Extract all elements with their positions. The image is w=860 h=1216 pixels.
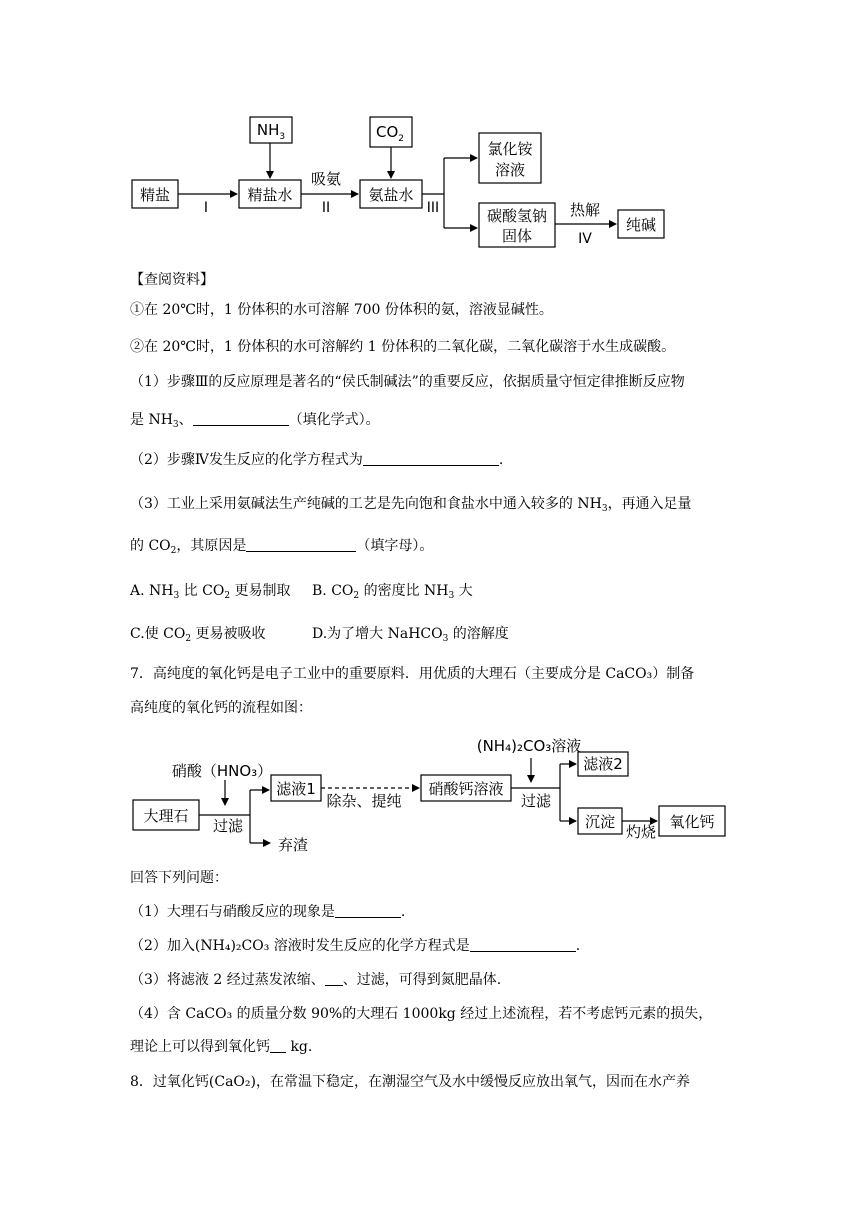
label-lvye1: 滤液1 (276, 780, 316, 798)
question-7-4-line-a: （4）含 CaCO₃ 的质量分数 90%的大理石 1000kg 经过上述流程，若不考虑钙元素的损失， (130, 1006, 713, 1022)
label-xiaosuangai: 硝酸钙溶液 (428, 780, 504, 798)
label-lvye2: 滤液2 (583, 755, 623, 773)
label-guolv1: 过滤 (212, 817, 244, 835)
option-b: B. $CO_2$ 的密度比 $NH_3$ 大 (312, 583, 473, 601)
answer-blank-1[interactable] (193, 411, 289, 426)
question-7-4-line-b: 理论上可以得到氧化钙 kg. (130, 1039, 313, 1055)
question-8: 8．过氧化钙(CaO₂)，在常温下稳定，在潮湿空气及水中缓慢反应放出氧气，因而在水产养 (130, 1074, 690, 1090)
label-chendian: 沉淀 (584, 813, 616, 831)
label-nh4co3: (NH₄)₂CO₃溶液 (476, 737, 582, 755)
label-xiaosuan: 硝酸（HNO₃） (171, 762, 273, 780)
question-1-line-b: 是 $NH_3$、 （填化学式）。 (130, 412, 380, 430)
label-chuza: 除杂、提纯 (326, 792, 402, 810)
answer-blank-7-2[interactable] (470, 937, 576, 952)
label-nh3: $NH_3$ (256, 121, 286, 142)
step-2: II (321, 200, 331, 216)
question-7-line-a: 7．高纯度的氧化钙是电子工业中的重要原料．用优质的大理石（主要成分是 CaCO₃）制备 (130, 666, 695, 682)
question-7-2: （2）加入(NH₄)₂CO₃ 溶液时发生反应的化学方程式是 . (130, 938, 581, 954)
answer-blank-3[interactable] (246, 537, 356, 552)
question-1-line-a: （1）步骤Ⅲ的反应原理是著名的“侯氏制碱法”的重要反应，依据质量守恒定律推断反应物 (130, 374, 685, 390)
question-3-line-a: （3）工业上采用氨碱法生产纯碱的工艺是先向饱和食盐水中通入较多的 $NH_3$，再通入足量 (130, 496, 692, 514)
step-3: III (426, 200, 440, 216)
label-dalishi: 大理石 (143, 807, 189, 825)
question-7-1: （1）大理石与硝酸反应的现象是 . (130, 904, 406, 920)
label-lvhuaan-2: 溶液 (494, 161, 526, 179)
label-zhuoshao: 灼烧 (625, 823, 657, 841)
label-anyanshui: 氨盐水 (368, 186, 414, 204)
info-1: ①在 20℃时，1 份体积的水可溶解 700 份体积的氨，溶液显碱性。 (130, 302, 553, 318)
question-7-3: （3）将滤液 2 经过蒸发浓缩、 、过滤，可得到氮肥晶体. (130, 972, 502, 988)
soda-process-diagram (0, 0, 860, 260)
label-guolv2: 过滤 (520, 792, 552, 810)
question-7-line-b: 高纯度的氧化钙的流程如图： (130, 700, 312, 716)
label-co2: $CO_2$ (375, 123, 405, 144)
label-chunjian: 纯碱 (625, 216, 657, 234)
step-4: IV (578, 231, 592, 247)
heading-reference: 【查阅资料】 (130, 272, 214, 288)
option-c: C.使 $CO_2$ 更易被吸收 (130, 626, 266, 644)
label-tansuan-1: 碳酸氢钠 (486, 207, 548, 225)
option-d: D.为了增大 NaHCO$_3$ 的溶解度 (312, 626, 509, 644)
answer-intro: 回答下列问题： (130, 870, 228, 886)
label-rejie: 热解 (569, 201, 601, 219)
label-jingyan: 精盐 (139, 186, 171, 204)
answer-blank-7-3[interactable] (325, 971, 343, 986)
info-2: ②在 20℃时，1 份体积的水可溶解约 1 份体积的二氧化碳，二氧化碳溶于水生成碳酸。 (130, 339, 676, 355)
answer-blank-7-1[interactable] (335, 903, 401, 918)
label-tansuan-2: 固体 (501, 227, 533, 245)
label-qizha: 弃渣 (277, 836, 309, 854)
answer-blank-2[interactable] (363, 451, 499, 466)
label-jingyanshui: 精盐水 (247, 186, 293, 204)
answer-blank-7-4[interactable] (270, 1038, 286, 1053)
label-lvhuaan-1: 氯化铵 (487, 140, 533, 158)
label-xi-an: 吸氨 (310, 170, 342, 188)
cao-process-diagram (0, 730, 860, 860)
question-3-line-b: 的 $CO_2$，其原因是 （填字母）。 (130, 538, 434, 556)
option-a: A. $NH_3$ 比 $CO_2$ 更易制取 (130, 583, 291, 601)
question-2: （2）步骤Ⅳ发生反应的化学方程式为 . (130, 452, 504, 468)
step-1: I (203, 200, 209, 216)
label-yanghuagai: 氧化钙 (669, 813, 715, 831)
